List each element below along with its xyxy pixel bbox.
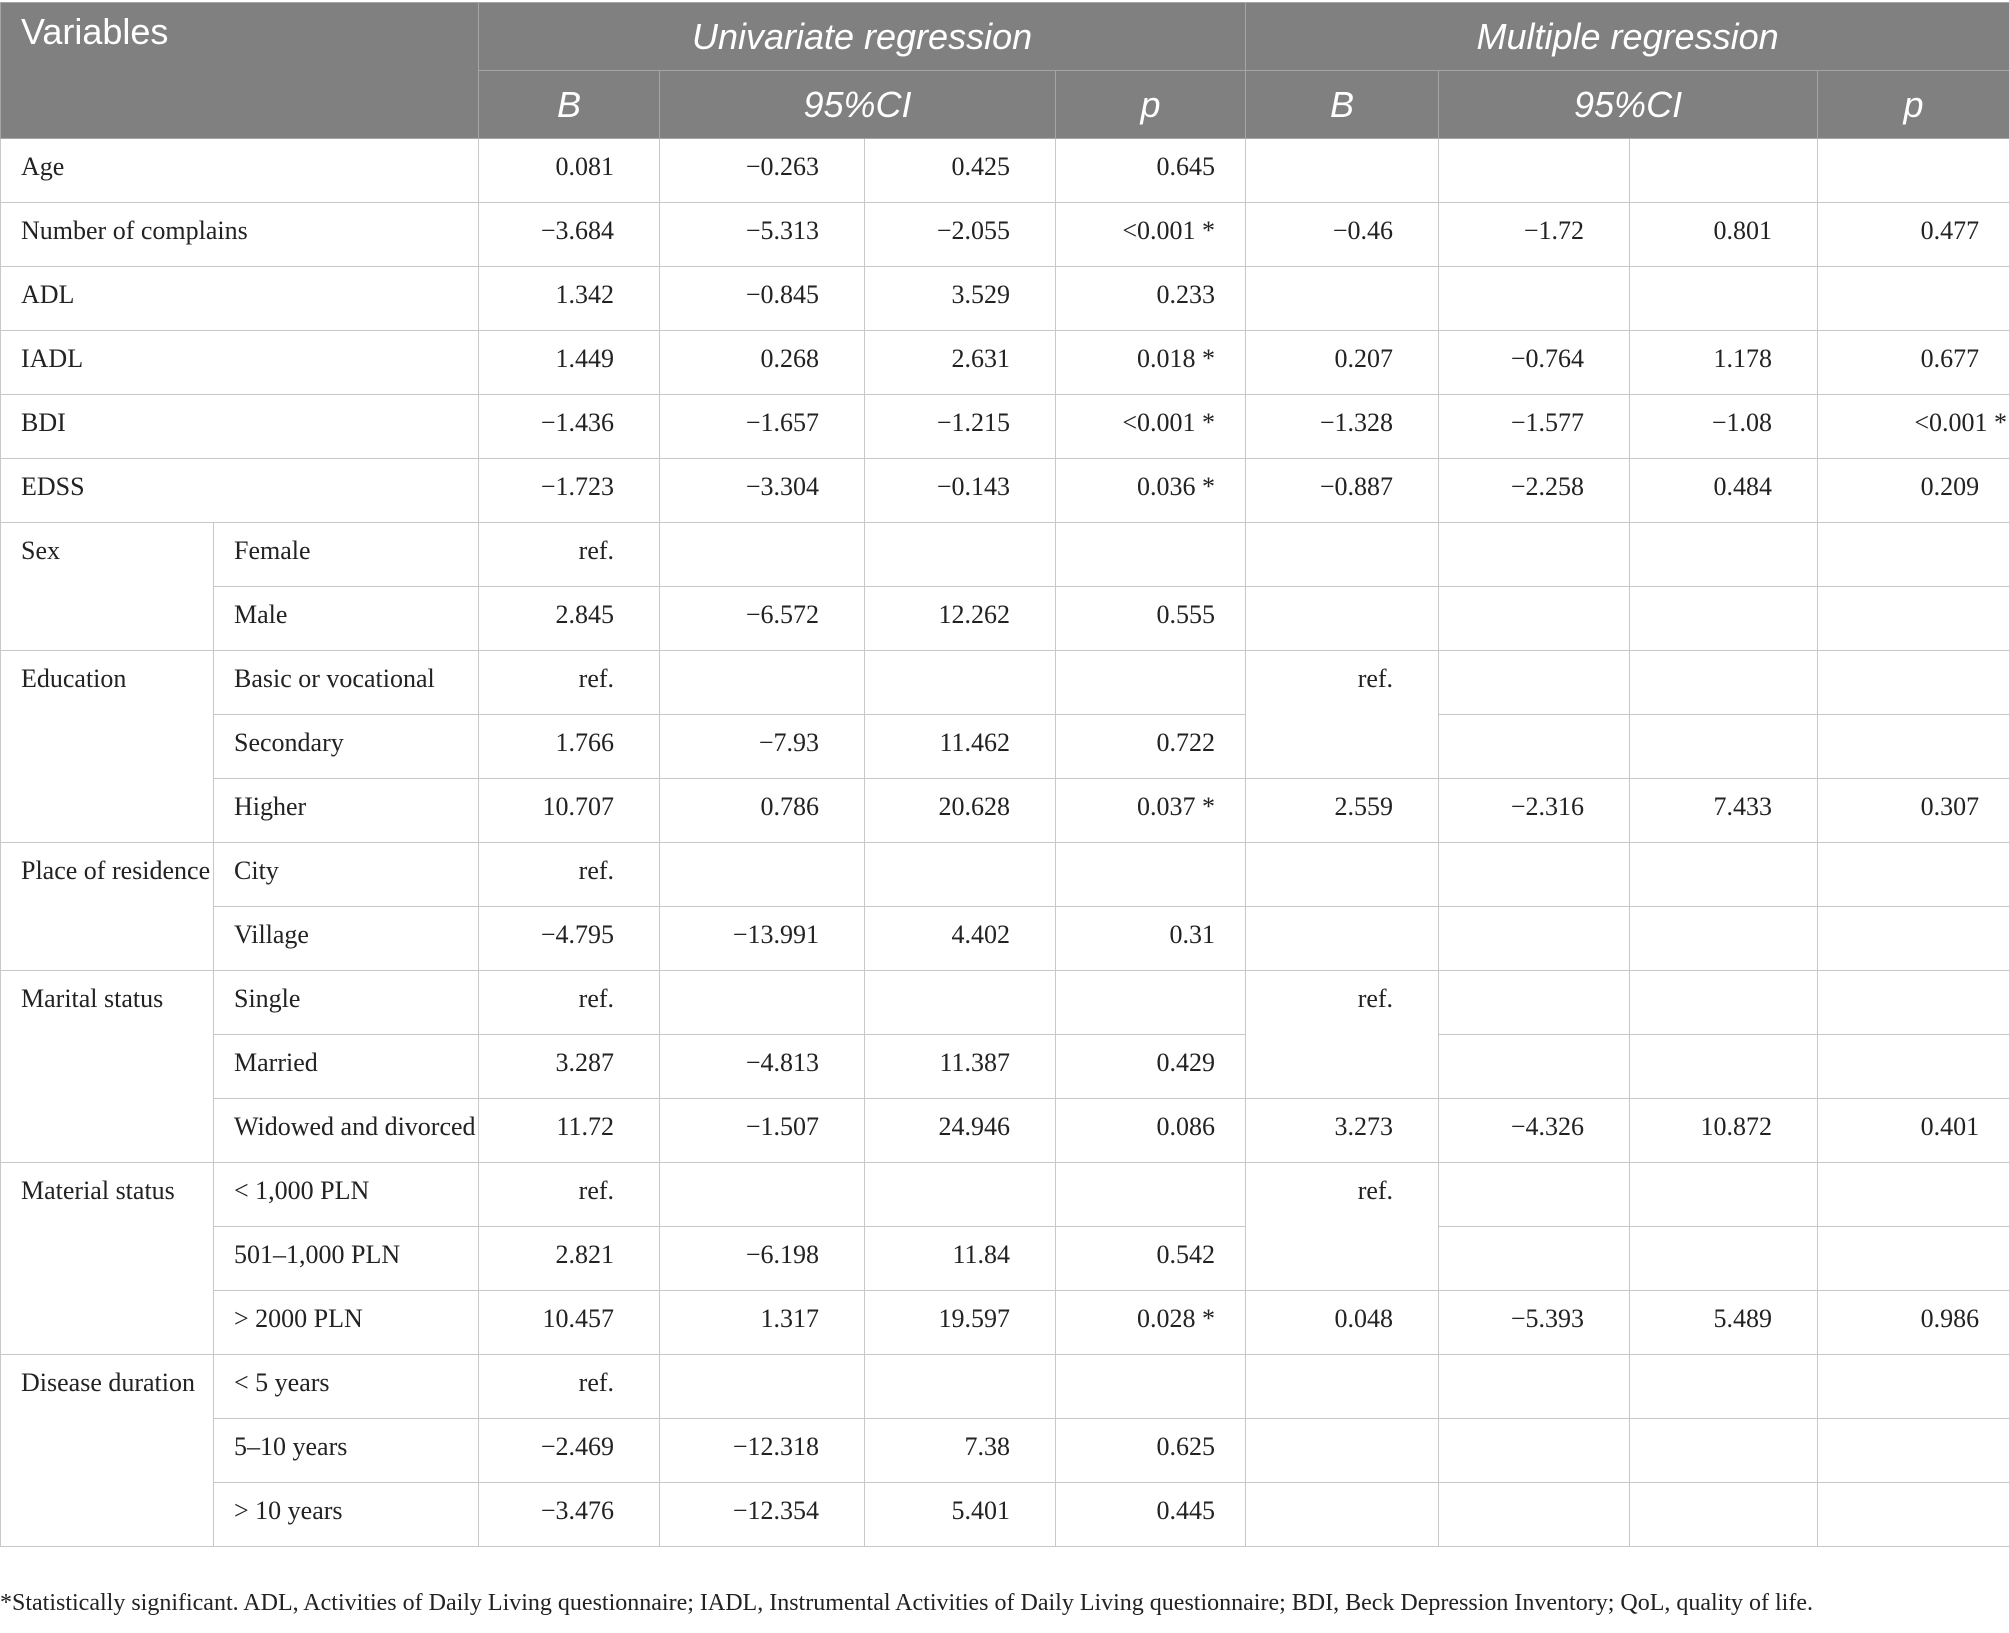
cell-mul-p	[1818, 1483, 2009, 1547]
cell-mul-ci-high: 0.484	[1630, 459, 1818, 523]
cell-uni-b: ref.	[479, 971, 660, 1035]
cell-uni-p	[1056, 651, 1246, 715]
cell-uni-b: −4.795	[479, 907, 660, 971]
table-row	[1, 651, 2009, 715]
cell-mul-b	[1246, 523, 1439, 587]
cell-uni-ci-high	[865, 843, 1056, 907]
cell-uni-p: 0.445	[1056, 1483, 1246, 1547]
cell-mul-b	[1246, 587, 1439, 651]
row-label: Number of complains	[1, 203, 479, 267]
cell-uni-ci-high: 11.462	[865, 715, 1056, 779]
cell-mul-ci-low: −5.393	[1439, 1291, 1630, 1355]
cell-mul-p: <0.001 *	[1818, 395, 2009, 459]
table-row	[1, 331, 2009, 395]
cell-uni-b: −1.723	[479, 459, 660, 523]
cell-uni-ci-high: 2.631	[865, 331, 1056, 395]
cell-uni-p: 0.086	[1056, 1099, 1246, 1163]
cell-mul-ci-high: 1.178	[1630, 331, 1818, 395]
cell-mul-ci-high	[1630, 1419, 1818, 1483]
row-category: 501–1,000 PLN	[214, 1227, 479, 1291]
cell-mul-b: −0.46	[1246, 203, 1439, 267]
table-row	[1, 139, 2009, 203]
cell-uni-b: 1.342	[479, 267, 660, 331]
cell-mul-p	[1818, 267, 2009, 331]
table-row	[1, 395, 2009, 459]
cell-uni-ci-high: 4.402	[865, 907, 1056, 971]
cell-uni-ci-low: −12.318	[660, 1419, 865, 1483]
cell-uni-p: <0.001 *	[1056, 203, 1246, 267]
cell-uni-ci-low: −3.304	[660, 459, 865, 523]
cell-uni-p: 0.542	[1056, 1227, 1246, 1291]
cell-mul-ci-high	[1630, 1035, 1818, 1099]
cell-mul-p	[1818, 971, 2009, 1035]
row-label: ADL	[1, 267, 479, 331]
cell-mul-ci-low	[1439, 139, 1630, 203]
cell-uni-b: 10.707	[479, 779, 660, 843]
cell-uni-p	[1056, 1355, 1246, 1419]
cell-uni-ci-high: 5.401	[865, 1483, 1056, 1547]
cell-uni-ci-low: −0.263	[660, 139, 865, 203]
cell-uni-b: 1.766	[479, 715, 660, 779]
cell-mul-b-ref: ref.	[1246, 971, 1439, 1099]
cell-mul-ci-low	[1439, 843, 1630, 907]
row-category: Female	[214, 523, 479, 587]
group-label-marital: Marital status	[1, 971, 214, 1163]
cell-mul-ci-high	[1630, 715, 1818, 779]
cell-mul-ci-high: −1.08	[1630, 395, 1818, 459]
header-variables: Variables	[1, 3, 479, 139]
cell-uni-b: 11.72	[479, 1099, 660, 1163]
cell-uni-ci-low: −5.313	[660, 203, 865, 267]
cell-uni-ci-high: −1.215	[865, 395, 1056, 459]
cell-mul-p: 0.986	[1818, 1291, 2009, 1355]
cell-mul-ci-low: −1.72	[1439, 203, 1630, 267]
cell-mul-ci-low	[1439, 1163, 1630, 1227]
cell-uni-p	[1056, 523, 1246, 587]
cell-uni-ci-low	[660, 971, 865, 1035]
cell-uni-p: 0.429	[1056, 1035, 1246, 1099]
cell-mul-ci-high: 5.489	[1630, 1291, 1818, 1355]
header-univariate-ci: 95%CI	[660, 71, 1056, 139]
cell-mul-ci-low	[1439, 1035, 1630, 1099]
cell-uni-ci-low	[660, 1163, 865, 1227]
row-category: City	[214, 843, 479, 907]
header-multiple-ci: 95%CI	[1439, 71, 1818, 139]
cell-uni-b: 3.287	[479, 1035, 660, 1099]
cell-mul-b: 0.048	[1246, 1291, 1439, 1355]
header-row-groups	[1, 3, 2009, 71]
cell-uni-ci-high: 19.597	[865, 1291, 1056, 1355]
cell-uni-ci-high: −2.055	[865, 203, 1056, 267]
cell-mul-p	[1818, 1355, 2009, 1419]
regression-table	[0, 2, 2009, 1547]
cell-mul-ci-high	[1630, 267, 1818, 331]
cell-mul-b: 3.273	[1246, 1099, 1439, 1163]
cell-uni-ci-high: 3.529	[865, 267, 1056, 331]
group-label-material: Material status	[1, 1163, 214, 1355]
cell-mul-b	[1246, 907, 1439, 971]
row-category: Widowed and divorced	[214, 1099, 479, 1163]
cell-mul-p	[1818, 907, 2009, 971]
cell-uni-ci-low	[660, 1355, 865, 1419]
table-row	[1, 203, 2009, 267]
cell-mul-ci-high	[1630, 651, 1818, 715]
cell-mul-ci-low	[1439, 1419, 1630, 1483]
cell-mul-b	[1246, 843, 1439, 907]
cell-uni-p: 0.31	[1056, 907, 1246, 971]
cell-uni-p	[1056, 843, 1246, 907]
row-category: Single	[214, 971, 479, 1035]
cell-mul-ci-low: −2.258	[1439, 459, 1630, 523]
cell-uni-p: 0.036 *	[1056, 459, 1246, 523]
table-row	[1, 1483, 2009, 1547]
cell-uni-ci-low: −13.991	[660, 907, 865, 971]
row-category: > 10 years	[214, 1483, 479, 1547]
cell-uni-ci-low: −6.198	[660, 1227, 865, 1291]
cell-uni-b: ref.	[479, 651, 660, 715]
cell-mul-p: 0.401	[1818, 1099, 2009, 1163]
table-row	[1, 907, 2009, 971]
cell-mul-b: 0.207	[1246, 331, 1439, 395]
cell-mul-ci-high: 7.433	[1630, 779, 1818, 843]
cell-mul-p	[1818, 715, 2009, 779]
cell-uni-b: 1.449	[479, 331, 660, 395]
cell-uni-p: 0.233	[1056, 267, 1246, 331]
cell-uni-ci-low: −6.572	[660, 587, 865, 651]
table-footnote: *Statistically significant. ADL, Activities of Daily Living questionnaire; IADL, Instrumental Activities of Daily Living questionnaire; BDI, Beck Depression Inventory; QoL, quality of life.	[0, 1590, 1813, 1616]
table-row	[1, 523, 2009, 587]
table-row	[1, 267, 2009, 331]
cell-mul-ci-high	[1630, 587, 1818, 651]
row-category: Secondary	[214, 715, 479, 779]
cell-uni-p: 0.028 *	[1056, 1291, 1246, 1355]
table-row	[1, 1099, 2009, 1163]
cell-uni-p: 0.555	[1056, 587, 1246, 651]
row-category: Higher	[214, 779, 479, 843]
cell-mul-ci-high	[1630, 971, 1818, 1035]
cell-uni-ci-low	[660, 523, 865, 587]
cell-mul-ci-low	[1439, 1483, 1630, 1547]
cell-mul-ci-high	[1630, 139, 1818, 203]
row-category: > 2000 PLN	[214, 1291, 479, 1355]
cell-mul-b	[1246, 1483, 1439, 1547]
cell-uni-b: −3.684	[479, 203, 660, 267]
table-row	[1, 971, 2009, 1035]
cell-uni-ci-low: −1.657	[660, 395, 865, 459]
cell-uni-p: 0.722	[1056, 715, 1246, 779]
row-label: Age	[1, 139, 479, 203]
cell-mul-ci-low	[1439, 1355, 1630, 1419]
cell-uni-b: ref.	[479, 523, 660, 587]
cell-uni-b: −2.469	[479, 1419, 660, 1483]
cell-mul-ci-low	[1439, 715, 1630, 779]
cell-mul-p: 0.677	[1818, 331, 2009, 395]
row-category: < 5 years	[214, 1355, 479, 1419]
table-row	[1, 1035, 2009, 1099]
cell-mul-b: −1.328	[1246, 395, 1439, 459]
cell-uni-p: 0.018 *	[1056, 331, 1246, 395]
cell-mul-p	[1818, 139, 2009, 203]
header-multiple-p: p	[1818, 71, 2009, 139]
cell-uni-ci-high	[865, 523, 1056, 587]
cell-uni-ci-low: 0.786	[660, 779, 865, 843]
cell-uni-ci-high: 0.425	[865, 139, 1056, 203]
group-label-education: Education	[1, 651, 214, 843]
row-category: Married	[214, 1035, 479, 1099]
cell-uni-ci-low: −1.507	[660, 1099, 865, 1163]
header-univariate-b: B	[479, 71, 660, 139]
cell-mul-b: −0.887	[1246, 459, 1439, 523]
cell-mul-p	[1818, 1227, 2009, 1291]
cell-mul-ci-high	[1630, 907, 1818, 971]
cell-mul-ci-high	[1630, 1227, 1818, 1291]
cell-mul-b	[1246, 1419, 1439, 1483]
cell-uni-p	[1056, 1163, 1246, 1227]
cell-uni-ci-high: 12.262	[865, 587, 1056, 651]
header-univariate: Univariate regression	[479, 3, 1246, 71]
row-category: Village	[214, 907, 479, 971]
cell-mul-b	[1246, 139, 1439, 203]
table-row	[1, 1419, 2009, 1483]
row-category: < 1,000 PLN	[214, 1163, 479, 1227]
cell-mul-p	[1818, 1035, 2009, 1099]
cell-uni-ci-high	[865, 1163, 1056, 1227]
cell-uni-ci-high: 7.38	[865, 1419, 1056, 1483]
cell-uni-b: ref.	[479, 1355, 660, 1419]
cell-mul-ci-high	[1630, 523, 1818, 587]
cell-mul-ci-low: −2.316	[1439, 779, 1630, 843]
cell-mul-ci-high: 0.801	[1630, 203, 1818, 267]
cell-mul-ci-high	[1630, 843, 1818, 907]
table-row	[1, 843, 2009, 907]
cell-uni-ci-high: −0.143	[865, 459, 1056, 523]
cell-uni-ci-low: 1.317	[660, 1291, 865, 1355]
cell-uni-ci-low: −4.813	[660, 1035, 865, 1099]
cell-mul-ci-high	[1630, 1355, 1818, 1419]
header-multiple-b: B	[1246, 71, 1439, 139]
cell-mul-p	[1818, 523, 2009, 587]
row-category: Basic or vocational	[214, 651, 479, 715]
row-label: BDI	[1, 395, 479, 459]
cell-mul-ci-low	[1439, 651, 1630, 715]
cell-mul-ci-low	[1439, 907, 1630, 971]
row-category: 5–10 years	[214, 1419, 479, 1483]
cell-uni-ci-low	[660, 651, 865, 715]
cell-uni-b: −1.436	[479, 395, 660, 459]
cell-uni-ci-high	[865, 971, 1056, 1035]
group-label-sex: Sex	[1, 523, 214, 651]
cell-uni-ci-low: 0.268	[660, 331, 865, 395]
cell-uni-p: 0.625	[1056, 1419, 1246, 1483]
cell-mul-ci-low: −4.326	[1439, 1099, 1630, 1163]
row-label: EDSS	[1, 459, 479, 523]
cell-uni-ci-high: 24.946	[865, 1099, 1056, 1163]
cell-mul-p: 0.477	[1818, 203, 2009, 267]
cell-mul-ci-low	[1439, 523, 1630, 587]
row-label: IADL	[1, 331, 479, 395]
cell-mul-b	[1246, 1355, 1439, 1419]
cell-uni-b: 0.081	[479, 139, 660, 203]
cell-uni-ci-low	[660, 843, 865, 907]
cell-uni-b: 10.457	[479, 1291, 660, 1355]
cell-uni-p	[1056, 971, 1246, 1035]
cell-uni-b: ref.	[479, 1163, 660, 1227]
cell-mul-b-ref: ref.	[1246, 651, 1439, 779]
cell-mul-p	[1818, 1163, 2009, 1227]
cell-uni-ci-high: 11.387	[865, 1035, 1056, 1099]
cell-mul-b	[1246, 267, 1439, 331]
cell-mul-b-ref: ref.	[1246, 1163, 1439, 1291]
cell-uni-p: 0.645	[1056, 139, 1246, 203]
header-multiple: Multiple regression	[1246, 3, 2009, 71]
cell-uni-ci-high: 11.84	[865, 1227, 1056, 1291]
row-category: Male	[214, 587, 479, 651]
cell-mul-p	[1818, 843, 2009, 907]
group-label-duration: Disease duration	[1, 1355, 214, 1547]
cell-mul-p	[1818, 651, 2009, 715]
cell-mul-p: 0.307	[1818, 779, 2009, 843]
table-row	[1, 587, 2009, 651]
cell-uni-b: −3.476	[479, 1483, 660, 1547]
cell-mul-p	[1818, 587, 2009, 651]
cell-uni-ci-high	[865, 1355, 1056, 1419]
table-row	[1, 779, 2009, 843]
cell-uni-ci-low: −0.845	[660, 267, 865, 331]
cell-uni-ci-high	[865, 651, 1056, 715]
cell-mul-ci-high: 10.872	[1630, 1099, 1818, 1163]
table-row	[1, 1227, 2009, 1291]
cell-uni-ci-low: −7.93	[660, 715, 865, 779]
cell-uni-b: 2.821	[479, 1227, 660, 1291]
cell-uni-p: 0.037 *	[1056, 779, 1246, 843]
cell-mul-b: 2.559	[1246, 779, 1439, 843]
cell-mul-ci-low	[1439, 971, 1630, 1035]
cell-mul-p: 0.209	[1818, 459, 2009, 523]
table-row	[1, 715, 2009, 779]
cell-mul-ci-low	[1439, 587, 1630, 651]
cell-mul-ci-high	[1630, 1483, 1818, 1547]
cell-mul-p	[1818, 1419, 2009, 1483]
cell-mul-ci-low	[1439, 267, 1630, 331]
table-row	[1, 1163, 2009, 1227]
cell-uni-p: <0.001 *	[1056, 395, 1246, 459]
group-label-residence: Place of residence	[1, 843, 214, 971]
cell-mul-ci-low	[1439, 1227, 1630, 1291]
header-univariate-p: p	[1056, 71, 1246, 139]
cell-uni-ci-low: −12.354	[660, 1483, 865, 1547]
cell-mul-ci-low: −0.764	[1439, 331, 1630, 395]
cell-uni-ci-high: 20.628	[865, 779, 1056, 843]
cell-uni-b: 2.845	[479, 587, 660, 651]
cell-uni-b: ref.	[479, 843, 660, 907]
cell-mul-ci-low: −1.577	[1439, 395, 1630, 459]
cell-mul-ci-high	[1630, 1163, 1818, 1227]
table-row	[1, 1291, 2009, 1355]
table-row	[1, 1355, 2009, 1419]
table-row	[1, 459, 2009, 523]
